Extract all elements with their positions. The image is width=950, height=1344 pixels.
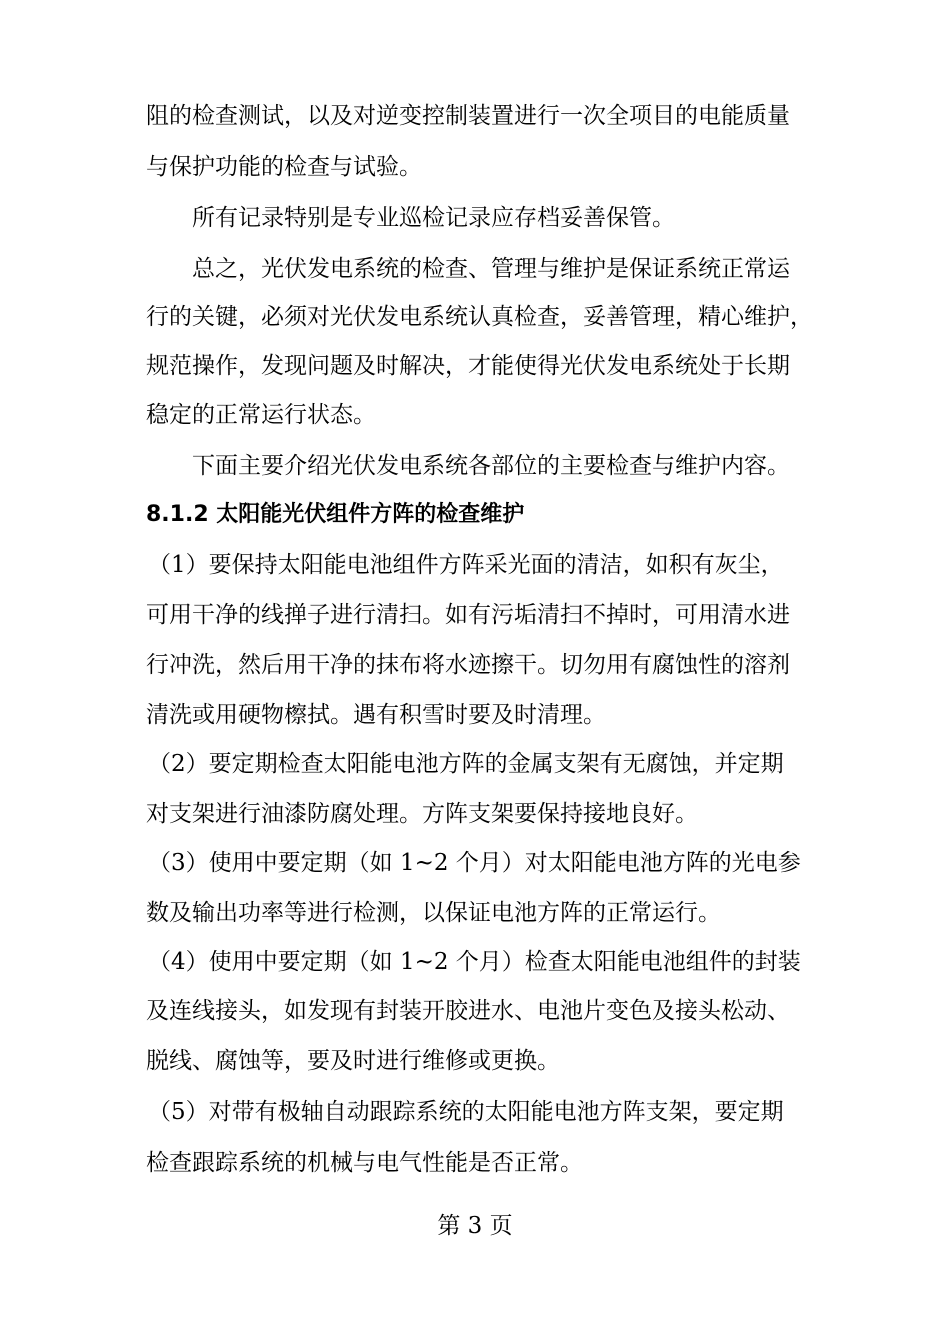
section-heading: 8.1.2 太阳能光伏组件方阵的检查维护 xyxy=(146,502,525,527)
text-line: 数及输出功率等进行检测，以保证电池方阵的正常运行。 xyxy=(146,900,721,926)
text-line: （3）使用中要定期（如 1~2 个月）对太阳能电池方阵的光电参 xyxy=(148,850,801,876)
text-line: 稳定的正常运行状态。 xyxy=(146,402,376,428)
text-line: 对支架进行油漆防腐处理。方阵支架要保持接地良好。 xyxy=(146,801,698,827)
text-line: 行的关键，必须对光伏发电系统认真检查，妥善管理，精心维护， xyxy=(146,304,813,330)
text-line: 总之，光伏发电系统的检查、管理与维护是保证系统正常运 xyxy=(192,256,790,282)
text-line: 所有记录特别是专业巡检记录应存档妥善保管。 xyxy=(192,205,675,231)
text-line: 脱线、腐蚀等，要及时进行维修或更换。 xyxy=(146,1048,560,1074)
text-line: 行冲洗，然后用干净的抹布将水迹擦干。切勿用有腐蚀性的溶剂 xyxy=(146,652,790,678)
text-line: 可用干净的线掸子进行清扫。如有污垢清扫不掉时，可用清水进 xyxy=(146,602,790,628)
page-number: 第 3 页 xyxy=(437,1213,513,1239)
text-line: （1）要保持太阳能电池组件方阵采光面的清洁，如积有灰尘， xyxy=(148,552,784,578)
text-line: 及连线接头，如发现有封装开胶进水、电池片变色及接头松动、 xyxy=(146,998,790,1024)
text-line: 阻的检查测试，以及对逆变控制装置进行一次全项目的电能质量 xyxy=(146,103,790,129)
text-line: （5）对带有极轴自动跟踪系统的太阳能电池方阵支架，要定期 xyxy=(148,1099,784,1125)
text-line: 清洗或用硬物檫拭。遇有积雪时要及时清理。 xyxy=(146,702,606,728)
text-line: 规范操作，发现问题及时解决，才能使得光伏发电系统处于长期 xyxy=(146,353,790,379)
text-line: 检查跟踪系统的机械与电气性能是否正常。 xyxy=(146,1150,583,1176)
text-line: （4）使用中要定期（如 1~2 个月）检查太阳能电池组件的封装 xyxy=(148,949,801,975)
text-line: 下面主要介绍光伏发电系统各部位的主要检查与维护内容。 xyxy=(192,453,790,479)
text-line: （2）要定期检查太阳能电池方阵的金属支架有无腐蚀，并定期 xyxy=(148,751,784,777)
text-line: 与保护功能的检查与试验。 xyxy=(146,154,422,180)
